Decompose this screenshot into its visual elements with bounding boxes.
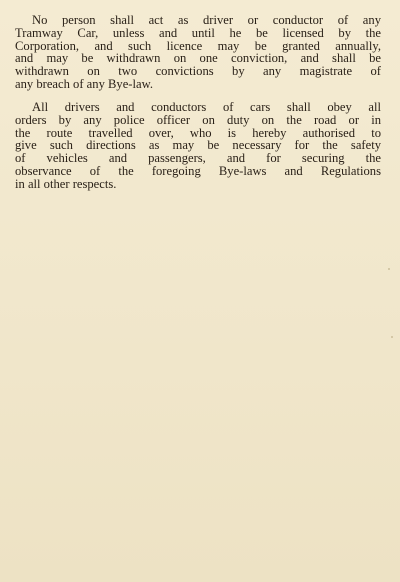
text-line: of vehicles and passengers, and for securing the <box>15 151 381 166</box>
paragraph-police-orders <box>15 101 381 191</box>
text-line: give such directions as may be necessary for the safety <box>15 138 381 153</box>
paper-speck <box>388 268 390 270</box>
text-line: withdrawn on two convictions by any magistrate of <box>15 64 381 79</box>
text-line: No person shall act as driver or conductor of any <box>32 13 381 27</box>
paragraph-driver-licensing <box>15 14 381 91</box>
text-line: Tramway Car, unless and until he be licensed by the <box>15 25 381 40</box>
paper-speck <box>391 336 393 338</box>
text-line: any breach of any Bye-law. <box>15 76 154 91</box>
text-line: Corporation, and such licence may be granted annually, <box>15 38 381 53</box>
text-line: and may be withdrawn on one conviction, and shall be <box>15 51 381 66</box>
text-line: in all other respects. <box>15 176 117 191</box>
text-line: orders by any police officer on duty on the road or in <box>15 112 381 127</box>
text-line: the route travelled over, who is hereby authorised to <box>15 125 381 140</box>
text-line: All drivers and conductors of cars shall obey all <box>32 100 381 114</box>
text-line: observance of the foregoing Bye-laws and Regulations <box>15 163 381 178</box>
